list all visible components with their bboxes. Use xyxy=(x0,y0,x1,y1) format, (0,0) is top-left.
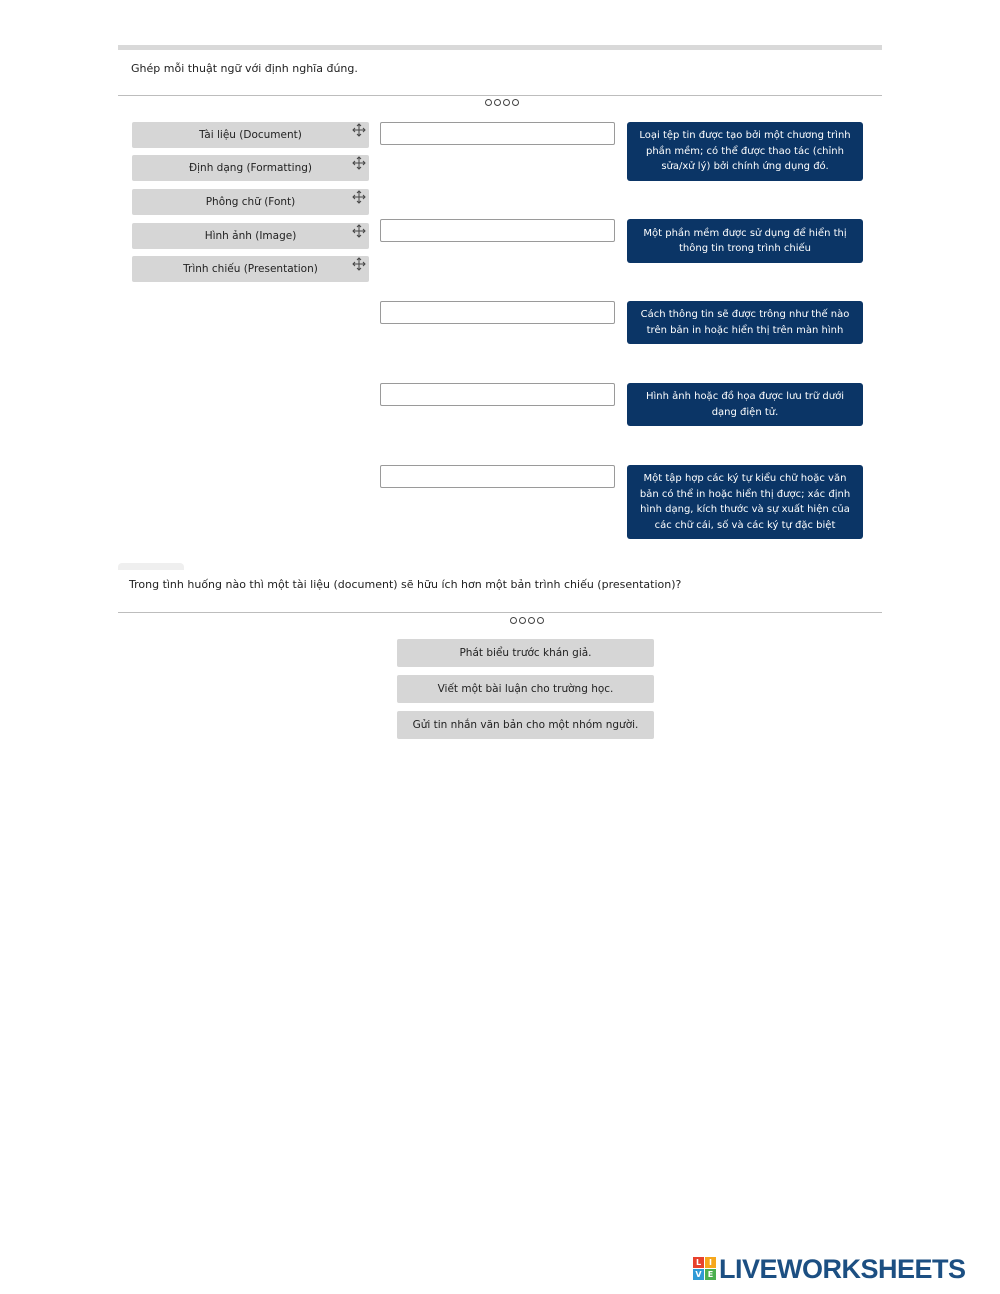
definition-text: Cách thông tin sẽ được trông như thế nào trên bản in hoặc hiển thị trên màn hình xyxy=(640,309,850,336)
option-essay[interactable] xyxy=(397,675,654,703)
top-bar xyxy=(118,45,882,50)
move-icon xyxy=(352,190,366,204)
pager-dot[interactable] xyxy=(537,617,544,624)
logo-letter: I xyxy=(705,1257,716,1268)
option-label: Viết một bài luận cho trường học. xyxy=(437,683,614,695)
term-label: Hình ảnh (Image) xyxy=(204,230,297,242)
logo-mark-icon xyxy=(693,1257,717,1281)
logo-letter: V xyxy=(693,1269,704,1280)
question-tab xyxy=(118,563,184,570)
move-icon xyxy=(352,123,366,137)
term-font[interactable] xyxy=(132,189,369,215)
pager-dots[interactable] xyxy=(510,617,546,626)
divider xyxy=(118,95,882,96)
move-icon xyxy=(352,257,366,271)
pager-dot[interactable] xyxy=(519,617,526,624)
logo-text: LIVEWORKSHEETS xyxy=(719,1253,966,1284)
pager-dot[interactable] xyxy=(503,99,510,106)
option-text-message[interactable] xyxy=(397,711,654,739)
logo-letter: E xyxy=(705,1269,716,1280)
drop-zone-3[interactable] xyxy=(380,301,615,324)
option-label: Gửi tin nhắn văn bản cho một nhóm người. xyxy=(412,719,639,731)
definition-text: Loại tệp tin được tạo bởi một chương trình phần mềm; có thể được thao tác (chỉnh sửa/xử lý) bởi chính ứng dụng đó. xyxy=(639,130,851,173)
option-speech[interactable] xyxy=(397,639,654,667)
definition-text: Một tập hợp các ký tự kiểu chữ hoặc văn bản có thể in hoặc hiển thị được; xác định hình dạng, kích thước và sự xuất hiện của các chữ cái, số và các ký tự đặc biệt xyxy=(639,473,851,531)
definition-text: Một phần mềm được sử dụng để hiển thị thông tin trong trình chiếu xyxy=(643,227,847,254)
definition-1 xyxy=(627,122,863,181)
drop-zone-5[interactable] xyxy=(380,465,615,488)
definition-3 xyxy=(627,301,863,344)
drop-zone-2[interactable] xyxy=(380,219,615,242)
definition-5 xyxy=(627,465,863,539)
term-label: Trình chiếu (Presentation) xyxy=(183,263,318,275)
term-label: Định dạng (Formatting) xyxy=(188,162,312,174)
definition-text: Hình ảnh hoặc đồ họa được lưu trữ dưới dạng điện tử. xyxy=(645,391,845,418)
term-document[interactable] xyxy=(132,122,369,148)
term-label: Tài liệu (Document) xyxy=(199,129,302,141)
liveworksheets-logo xyxy=(693,1254,966,1284)
pager-dot[interactable] xyxy=(512,99,519,106)
question-2-prompt: Trong tình huống nào thì một tài liệu (document) sẽ hữu ích hơn một bản trình chiếu (presentation)? xyxy=(129,578,682,591)
definition-4 xyxy=(627,383,863,426)
term-image[interactable] xyxy=(132,223,369,249)
pager-dot[interactable] xyxy=(485,99,492,106)
term-label: Phông chữ (Font) xyxy=(205,196,296,208)
pager-dots[interactable] xyxy=(485,99,521,108)
drop-zone-1[interactable] xyxy=(380,122,615,145)
pager-dot[interactable] xyxy=(510,617,517,624)
drop-zone-4[interactable] xyxy=(380,383,615,406)
logo-letter: L xyxy=(693,1257,704,1268)
term-formatting[interactable] xyxy=(132,155,369,181)
option-label: Phát biểu trước khán giả. xyxy=(459,647,592,659)
move-icon xyxy=(352,224,366,238)
term-presentation[interactable] xyxy=(132,256,369,282)
definition-2 xyxy=(627,219,863,263)
pager-dot[interactable] xyxy=(494,99,501,106)
pager-dot[interactable] xyxy=(528,617,535,624)
divider xyxy=(118,612,882,613)
question-1-prompt: Ghép mỗi thuật ngữ với định nghĩa đúng. xyxy=(131,62,358,75)
move-icon xyxy=(352,156,366,170)
